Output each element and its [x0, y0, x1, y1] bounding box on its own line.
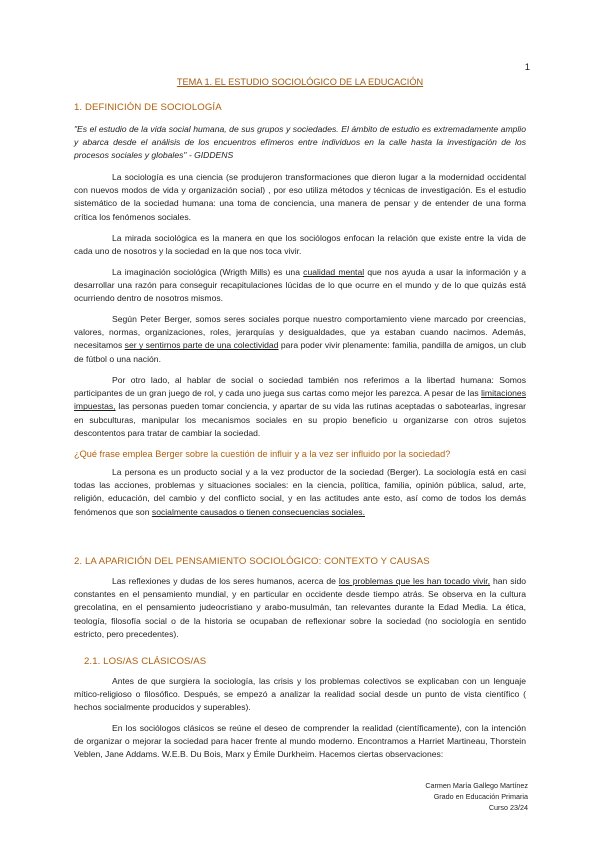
- paragraph: [74, 575, 526, 641]
- underlined-text: limitaciones impuestas,: [74, 388, 526, 412]
- text-run: las personas pueden tomar conciencia, y apartar de su vida las rutinas aceptadas o sabotearlas, ingresar en subculturas, manipular los mecanismos sociales en su propio beneficio u organizarse con otros sujetos descontentos para tratar de cambiar la sociedad.: [74, 401, 526, 438]
- text-run: que nos ayuda a usar la información y a desarrollar una razón para conseguir recapitulaciones lúcidas de lo que ocurre en el mundo y de lo que quizás está ocurriendo dentro de nosotros mismos.: [74, 267, 526, 304]
- underlined-text: cualidad mental: [303, 267, 365, 277]
- paragraph: [74, 313, 526, 366]
- underlined-text: ser y sentirnos parte de una colectividad: [124, 340, 279, 351]
- text-run: Según Peter Berger, somos seres sociales porque nuestro comportamiento viene marcado por creencias, valores, normas, organizaciones, roles, jerarquías y desigualdades, que ya estaban cuando nacimos. Además, necesitamos: [74, 314, 526, 351]
- question: ¿Qué frase emplea Berger sobre la cuestión de influir y a la vez ser influido por la sociedad?: [74, 449, 451, 459]
- underlined-text: los problemas que les han tocado vivir,: [338, 576, 491, 586]
- document-title-text: TEMA 1. EL ESTUDIO SOCIOLÓGICO DE LA EDUCACIÓN: [176, 77, 424, 87]
- subsection-2-1-heading: 2.1. LOS/AS CLÁSICOS/AS: [84, 656, 207, 667]
- section-2-heading: 2. LA APARICIÓN DEL PENSAMIENTO SOCIOLÓGICO: CONTEXTO Y CAUSAS: [74, 556, 430, 567]
- text-run: para poder vivir plenamente: familia, pandilla de amigos, un club de fútbol o una nación.: [74, 340, 526, 364]
- paragraph: [74, 266, 526, 306]
- footer: [425, 780, 528, 813]
- paragraph: [74, 374, 526, 440]
- text-run: Por otro lado, al hablar de social o sociedad también nos referimos a la libertad humana: Somos participantes de un gran juego de rol, y cada uno juega sus cartas como mejor les parezca. A pesar de las: [74, 375, 526, 399]
- paragraph: Antes de que surgiera la sociología, las crisis y los problemas colectivos se explicaban con un lenguaje mítico-religioso o filosófico. Después, se empezó a analizar la realidad social desde un punto de vista científico ( hechos socialmente producidos y superables).: [74, 676, 526, 713]
- footer-author: Carmen María Gallego Martínez: [425, 781, 528, 790]
- footer-degree: Grado en Educación Primaria: [433, 792, 528, 801]
- text-run: La persona es un producto social y a la vez productor de la sociedad (Berger). La sociología está en casi todas las acciones, problemas y situaciones sociales: en la ciencia, política, familia, opinión pública, salud, arte, religión, educación, del cambio y del conflicto social, y en las actitudes ante esto, así como de todos los demás fenómenos que son: [74, 467, 526, 517]
- text-run: La imaginación sociológica (Wrigth Mills) es una: [112, 267, 304, 277]
- section-1-heading: 1. DEFINICIÓN DE SOCIOLOGÍA: [74, 102, 222, 113]
- text-run: Las reflexiones y dudas de los seres humanos, acerca de: [112, 576, 339, 586]
- paragraph: En los sociólogos clásicos se reúne el deseo de comprender la realidad (científicamente), con la intención de organizar o mejorar la sociedad para hacer frente al mundo moderno. Encontramos a Harriet Martineau, Thorstein Veblen, Jane Addams. W.E.B. Du Bois, Marx y Émile Durkheim. Hacemos ciertas observaciones:: [74, 723, 526, 760]
- paragraph: La sociología es una ciencia (se produjeron transformaciones que dieron lugar a la modernidad occidental con nuevos modos de vida y organización social) , por eso utiliza métodos y técnicas de investigación. Es el estudio sistemático de la sociedad humana: una toma de conciencia, una manera de pensar y de entender de una forma crítica los fenómenos sociales.: [74, 172, 526, 222]
- paragraph: [74, 466, 526, 519]
- document-title: [0, 77, 600, 87]
- paragraph: La mirada sociológica es la manera en que los sociólogos enfocan la relación que existe entre la vida de cada uno de nosotros y la sociedad en la que nos toca vivir.: [74, 233, 526, 257]
- text-run: han sido constantes en el pensamiento mundial, y en particular en occidente desde tiempo atrás. Se observa en la cultura grecolatina, en el pensamiento judeocristiano y arabo-musulmán, tan relevantes durante la Edad Media. La ética, teología, filosofía social o de la historia se ocupaban de reflexionar sobre la sociedad (no sociología en sentido estricto, pero precedentes).: [74, 576, 526, 639]
- page-number: 1: [524, 62, 530, 73]
- underlined-text: socialmente causados o tienen consecuencias sociales.: [151, 506, 365, 517]
- footer-course: Curso 23/24: [488, 803, 528, 812]
- giddens-quote: "Es el estudio de la vida social humana, de sus grupos y sociedades. El ámbito de estudio es extremadamente amplio y abarca desde el análisis de los encuentros efímeros entre individuos en la calle hasta la investigación de los procesos sociales y globales" - GIDDENS: [74, 124, 526, 161]
